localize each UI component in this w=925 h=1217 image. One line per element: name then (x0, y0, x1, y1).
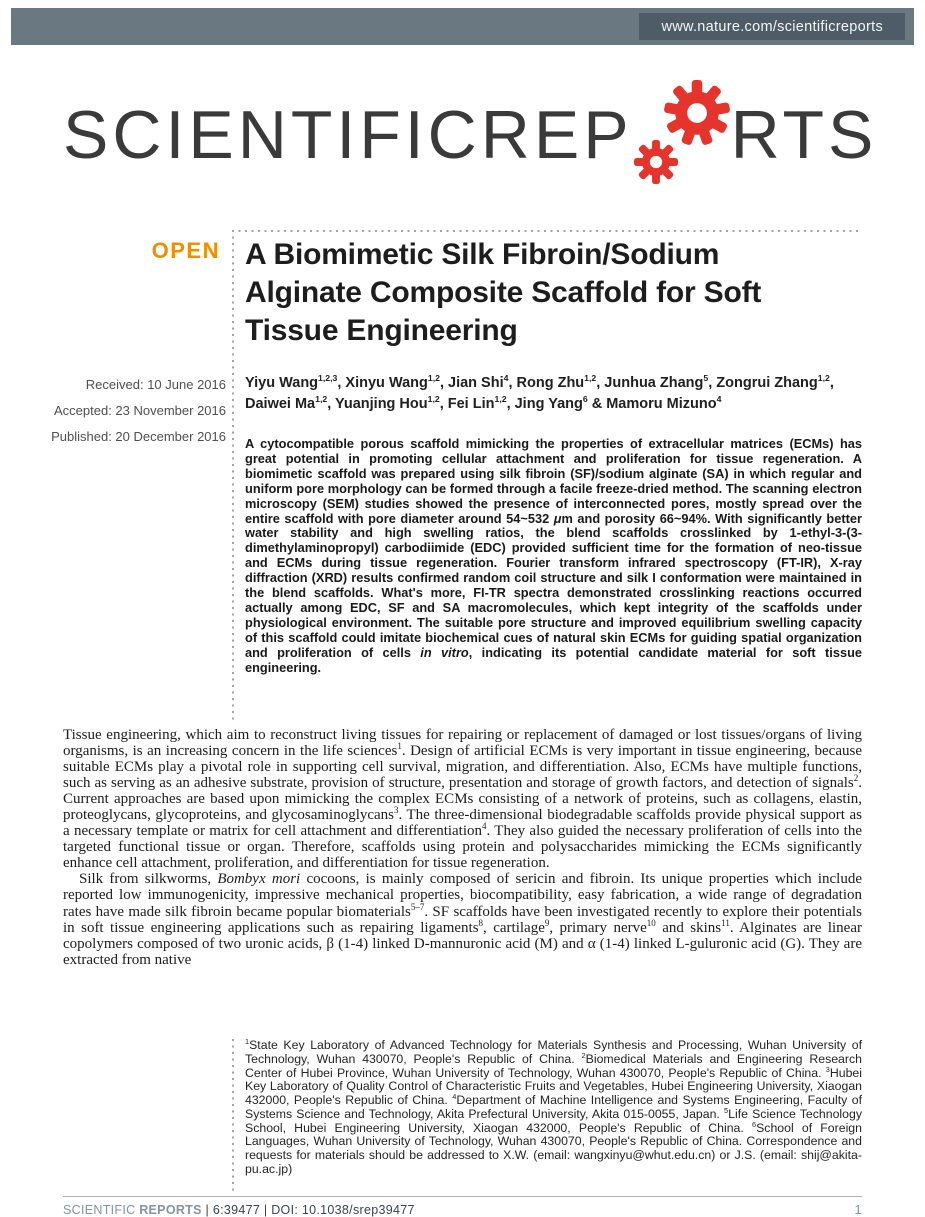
text-segment: & Mamoru Mizuno (587, 396, 717, 413)
reference-superscript: 4 (716, 394, 722, 405)
dotted-divider-vertical (232, 230, 234, 720)
reference-superscript: 1,2 (494, 394, 507, 405)
logo-text-rts: RTS (730, 97, 878, 173)
reference-superscript: 9 (544, 917, 550, 928)
reference-superscript: 1,2,3 (318, 373, 338, 384)
reference-superscript: 1,2 (427, 373, 440, 384)
text-segment: and skins (655, 919, 722, 936)
reference-superscript: 5 (703, 373, 709, 384)
reference-superscript: 2 (581, 1050, 586, 1060)
accepted-date: Accepted: 23 November 2016 (54, 403, 226, 418)
text-segment: , Daiwei Ma (245, 375, 834, 413)
reference-superscript: 1,2 (584, 373, 597, 384)
footer-rule (63, 1196, 862, 1197)
received-date: Received: 10 June 2016 (85, 377, 226, 392)
text-segment: School of Foreign Languages, Wuhan University of Technology, Wuhan 430070, People's Republic of China. Correspondence and requests for materials should be addressed to X.W. (email: (245, 1120, 862, 1163)
dotted-divider-vertical-footnotes (232, 1039, 234, 1191)
reference-superscript: 11 (721, 917, 730, 928)
text-segment: Biomedical Materials and Engineering Research Center of Hubei Province, Wuhan University of Technology, Wuhan 430070, People's Republic of China. (245, 1051, 862, 1080)
journal-url[interactable]: www.nature.com/scientificreports (639, 13, 905, 40)
reference-superscript: 4 (482, 821, 487, 832)
text-segment: , Xinyu Wang (337, 375, 428, 391)
published-date: Published: 20 December 2016 (51, 429, 226, 444)
reference-superscript: 1,2 (427, 394, 440, 405)
text-segment: State Key Laboratory of Advanced Technology for Materials Synthesis and Processing, Wuhan University of Technology, Wuhan 430070, People's Republic of China. (245, 1038, 862, 1066)
text-segment: Tissue engineering, which aim to reconstruct living tissues for repairing or replacement of damaged or lost tissues/organs of living organisms, is an increasing concern in the life sciences (63, 727, 862, 760)
text-segment: . They also guided the necessary proliferation of cells into the targeted functional tissue or organ. Therefore, scaffolds using protein and polysaccharides mimicking the ECMs significantly enhance cell attachment, proliferation, and differentiation for tissue regeneration. (63, 823, 862, 872)
dates-sidebar (18, 378, 226, 456)
footer-citation (63, 1203, 415, 1217)
logo-text-scientific: SCIENTIFIC (63, 97, 481, 173)
email-link[interactable]: shij@akita-pu.ac.jp (245, 1148, 862, 1176)
reference-superscript: 8 (478, 917, 484, 928)
page-number: 1 (854, 1202, 862, 1217)
text-segment: | 6:39477 | DOI: 10.1038/srep39477 (201, 1203, 415, 1217)
text-segment: , Fei Lin (439, 396, 495, 413)
header-bar (11, 8, 914, 45)
gear-icon-large (664, 80, 730, 146)
reference-superscript: 4 (503, 373, 509, 384)
author-list (245, 373, 862, 415)
text-segment: , primary nerve (549, 919, 647, 936)
reference-superscript: 10 (646, 917, 656, 928)
reference-superscript: 5 (724, 1105, 729, 1115)
reference-superscript: 1 (397, 741, 402, 752)
text-segment: , Yuanjing Hou (327, 396, 428, 413)
reference-superscript: 3 (394, 805, 399, 816)
text-segment: , indicating its potential candidate material for soft tissue engineering. (245, 644, 862, 675)
reference-superscript: 6 (582, 394, 588, 405)
text-segment: , Jing Yang (506, 396, 583, 413)
text-segment: Life Science Technology School, Hubei Engineering University, Xiaogan 432000, People's Republic of China. (245, 1106, 862, 1135)
reference-superscript: 3 (825, 1064, 830, 1074)
text-segment: Bombyx mori (217, 871, 301, 888)
reference-superscript: 1,2 (315, 394, 328, 405)
text-segment: Yiyu Wang (245, 375, 319, 391)
article-body (63, 727, 862, 968)
dotted-divider-horizontal (232, 230, 862, 232)
footer (63, 1202, 862, 1217)
logo-text-rep: REP (480, 97, 633, 173)
body-paragraph (63, 871, 862, 967)
gear-icon-small (634, 140, 678, 184)
text-segment: . SF scaffolds have been investigated recently to explore their potentials in soft tissue engineering applications such as repairing ligaments (63, 903, 863, 936)
reference-superscript: 5–7 (410, 901, 425, 912)
text-segment: , Jian Shi (439, 375, 504, 391)
email-link[interactable]: wangxinyu@whut.edu.cn (574, 1148, 712, 1163)
text-segment: Silk from silkworms, (79, 871, 218, 888)
text-segment: ) (288, 1161, 293, 1176)
journal-logo (63, 96, 878, 174)
text-segment: . Alginates are linear copolymers composed of two uronic acids, β (1-4) linked D-mannuronic acid (M) and α (1-4) linked L-guluronic acid (G). They are extracted from native (63, 919, 862, 968)
text-segment: , cartilage (483, 919, 545, 936)
body-paragraph (63, 727, 862, 871)
affiliations-text (245, 1036, 862, 1177)
text-segment: in vitro (420, 644, 469, 660)
text-segment: μ (553, 510, 562, 526)
reference-superscript: 4 (452, 1091, 457, 1101)
logo-text-reports (481, 96, 878, 174)
text-segment: Department of Machine Intelligence and Systems Engineering, Faculty of Systems Science and Technology, Akita Prefectural University, Akita 015-0055, Japan. (245, 1093, 862, 1121)
text-segment: . The three-dimensional biodegradable scaffolds provide physical support as a necessary template or matrix for cell attachment and differentiation (63, 807, 862, 840)
text-segment: A cytocompatible porous scaffold mimicking the properties of extracellular matrices (ECMs) has great potential in promoting cellular attachment and proliferation for tissue regeneration. A biomimetic scaffold was prepared using silk fibroin (SF)/sodium alginate (SA) in which regular and uniform pore morphology can be formed through a facile freeze-dried method. The scanning electron microscopy (SEM) studies showed the presence of interconnected pores, mostly spread over the entire scaffold with pore diameter around 54~532 (245, 436, 862, 526)
text-segment: , Rong Zhu (508, 375, 585, 391)
text-segment: . Design of artificial ECMs is very important in tissue engineering, because suitable ECMs play a pivotal role in supporting cell survival, migration, and differentiation. Also, ECMs have multiple functions, such as serving as an adhesive substrate, provision of structure, presentation and storage of growth factors, and detection of signals (63, 743, 862, 792)
text-segment: m and porosity 66~94%. With significantly better water stability and high swelling ratios, the blend scaffolds crosslinked by 1-ethyl-3-(3-dimethylaminopropyl) carbodiimide (EDC) provided sufficient time for the formation of neo-tissue and ECMs during tissue regeneration. Fourier transform infrared spectroscopy (FT-IR), X-ray diffraction (XRD) results confirmed random coil structure and silk I conformation were maintained in the blend scaffolds. What's more, FI-TR spectra demonstrated crosslinking reactions occurred actually among EDC, SF and SA macromolecules, which kept integrity of the scaffolds under physiological environment. The suitable pore structure and improved equilibrium swelling capacity of this scaffold could imitate biochemical cues of natural skin ECMs for guiding spatial organization and proliferation of cells (245, 510, 862, 660)
reference-superscript: 2 (853, 773, 859, 784)
open-access-label: OPEN (151, 238, 220, 263)
text-segment: . Current approaches are based upon mimicking the complex ECMs consisting of a network of proteins, such as collagens, elastin, proteoglycans, glycoproteins, and glycosaminoglycans (63, 775, 862, 824)
text-segment: , Junhua Zhang (596, 375, 704, 391)
abstract-text (245, 437, 862, 676)
reference-superscript: 6 (751, 1119, 757, 1129)
text-segment: REPORTS (139, 1203, 202, 1217)
text-segment: SCIENTIFIC (63, 1203, 140, 1217)
reference-superscript: 1 (245, 1036, 250, 1046)
article-title: A Biomimetic Silk Fibroin/Sodium Alginate Composite Scaffold for Soft Tissue Engineering (245, 238, 762, 347)
text-segment: , Zongrui Zhang (708, 375, 818, 391)
reference-superscript: 1,2 (817, 373, 830, 384)
text-segment: cocoons, is mainly composed of sericin and fibroin. Its unique properties which include reported low immunogenicity, impressive mechanical properties, biocompatibility, easy fabrication, a wide range of degradation rates have made silk fibroin became popular biomaterials (63, 871, 862, 920)
text-segment: ) or J.S. (email: (711, 1148, 801, 1163)
text-segment: Hubei Key Laboratory of Quality Control of Characteristic Fruits and Vegetables, Hubei Engineering University, Xiaogan 432000, People's Republic of China. (245, 1065, 862, 1108)
logo-gear-o (636, 96, 728, 174)
